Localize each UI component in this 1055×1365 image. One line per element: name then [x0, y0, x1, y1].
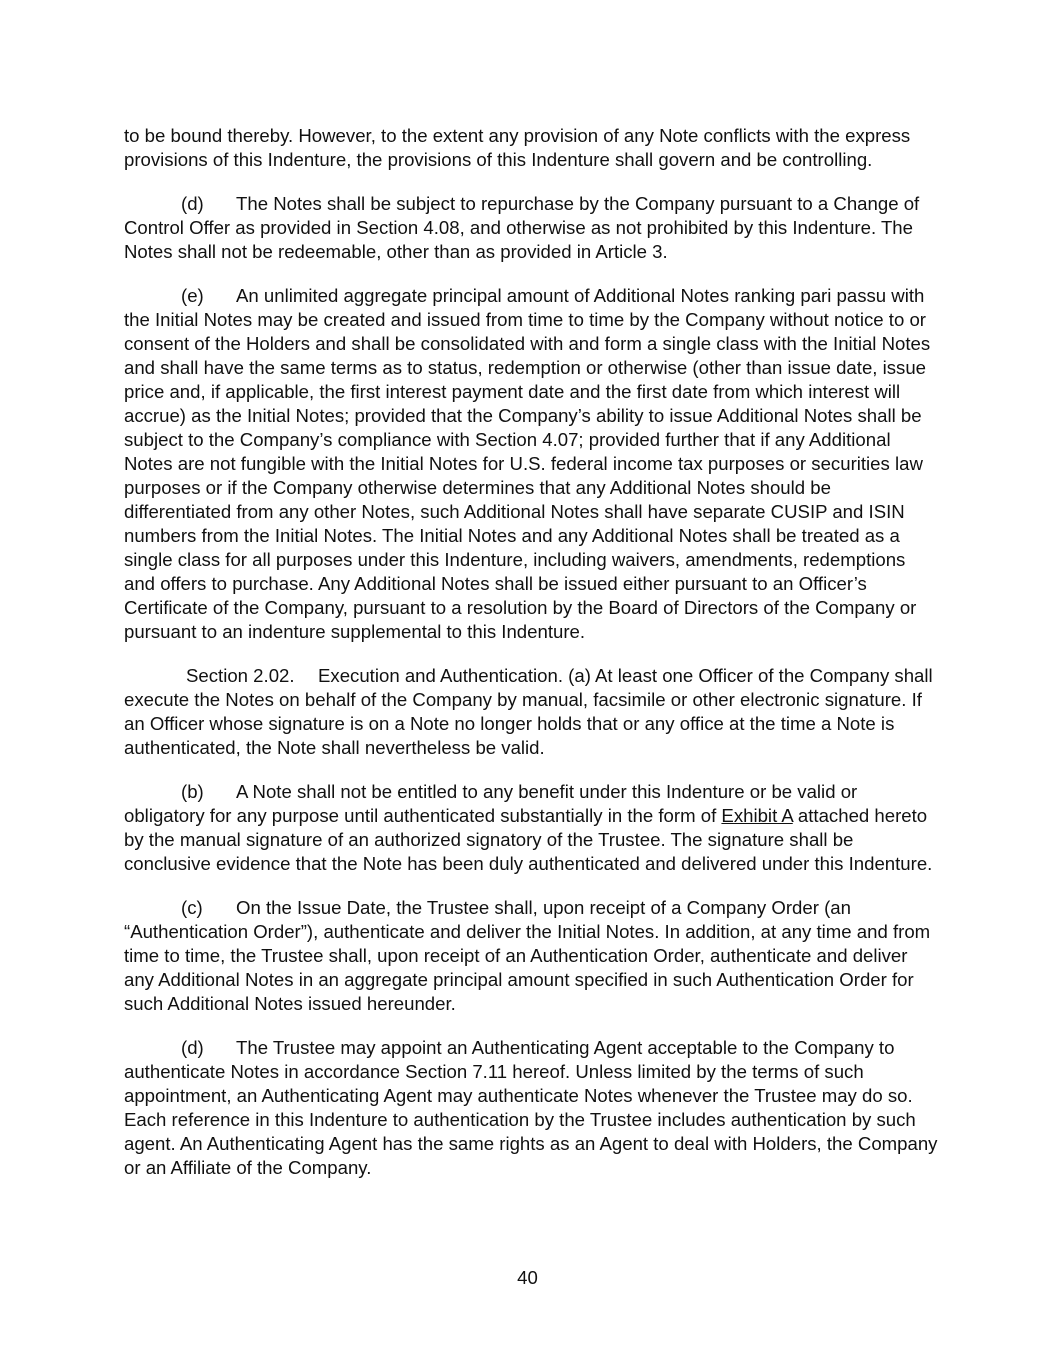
paragraph-b-entitlement [124, 780, 939, 876]
clause-label: (b) [181, 781, 204, 802]
section-number: Section 2.02. [186, 665, 295, 686]
section-2-02 [124, 664, 939, 760]
exhibit-a-reference: Exhibit A [721, 805, 793, 826]
page-number: 40 [517, 1267, 538, 1288]
clause-label: (e) [181, 285, 204, 306]
clause-label: (c) [181, 897, 203, 918]
paragraph-d-authenticating-agent [124, 1036, 939, 1180]
paragraph-text: On the Issue Date, the Trustee shall, upon receipt of a Company Order (an “Authentication Order”), authenticate and deliver the Initial Notes. In addition, at any time and from time to time, the Trustee shall, upon receipt of an Authentication Order, authenticate and deliver any Additional Notes in an aggregate principal amount specified in such Authentication Order for such Additional Notes issued hereunder. [124, 897, 931, 1014]
clause-label: (d) [181, 1037, 204, 1058]
paragraph-text: A Note shall not be entitled to any benefit under this Indenture or be valid or obligatory for any purpose until authenticated substantially in the form of [124, 781, 858, 826]
paragraph-text: attached hereto by the manual signature of an authorized signatory of the Trustee. The signature shall be conclusive evidence that the Note has been duly authenticated and delivered under this Indenture. [124, 805, 933, 874]
paragraph-e-additional-notes [124, 284, 939, 644]
clause-label: (d) [181, 193, 204, 214]
paragraph-text: The Trustee may appoint an Authenticating Agent acceptable to the Company to authenticate Notes in accordance Section 7.11 hereof. Unless limited by the terms of such appointment, an Authenticating Agent may authenticate Notes whenever the Trustee may do so. Each reference in this Indenture to authentication by the Trustee includes authentication by such agent. An Authenticating Agent has the same rights as an Agent to deal with Holders, the Company or an Affiliate of the Company. [124, 1037, 938, 1178]
paragraph-c-authentication-order [124, 896, 939, 1016]
body-text [124, 0, 939, 1200]
paragraph-text: to be bound thereby. However, to the extent any provision of any Note conflicts with the express provisions of this Indenture, the provisions of this Indenture shall govern and be controlling. [124, 125, 911, 170]
paragraph-text: Execution and Authentication. (a) At least one Officer of the Company shall execute the Notes on behalf of the Company by manual, facsimile or other electronic signature. If an Officer whose signature is on a Note no longer holds that or any office at the time a Note is authenticated, the Note shall nevertheless be valid. [124, 665, 933, 758]
paragraph-continuation [124, 124, 939, 172]
paragraph-text: An unlimited aggregate principal amount of Additional Notes ranking pari passu with the Initial Notes may be created and issued from time to time by the Company without notice to or consent of the Holders and shall be consolidated with and form a single class with the Initial Notes and shall have the same terms as to status, redemption or otherwise (other than issue date, issue price and, if applicable, the first interest payment date and the first date from which interest will accrue) as the Initial Notes; provided that the Company’s ability to issue Additional Notes shall be subject to the Company’s compliance with Section 4.07; provided further that if any Additional Notes are not fungible with the Initial Notes for U.S. federal income tax purposes or securities law purposes or if the Company otherwise determines that any Additional Notes should be differentiated from any other Notes, such Additional Notes shall have separate CUSIP and ISIN numbers from the Initial Notes. The Initial Notes and any Additional Notes shall be treated as a single class for all purposes under this Indenture, including waivers, amendments, redemptions and offers to purchase. Any Additional Notes shall be issued either pursuant to an Officer’s Certificate of the Company, pursuant to a resolution by the Board of Directors of the Company or pursuant to an indenture supplemental to this Indenture. [124, 285, 931, 642]
paragraph-d-repurchase [124, 192, 939, 264]
paragraph-text: The Notes shall be subject to repurchase by the Company pursuant to a Change of Control Offer as provided in Section 4.08, and otherwise as not prohibited by this Indenture. The Notes shall not be redeemable, other than as provided in Article 3. [124, 193, 920, 262]
